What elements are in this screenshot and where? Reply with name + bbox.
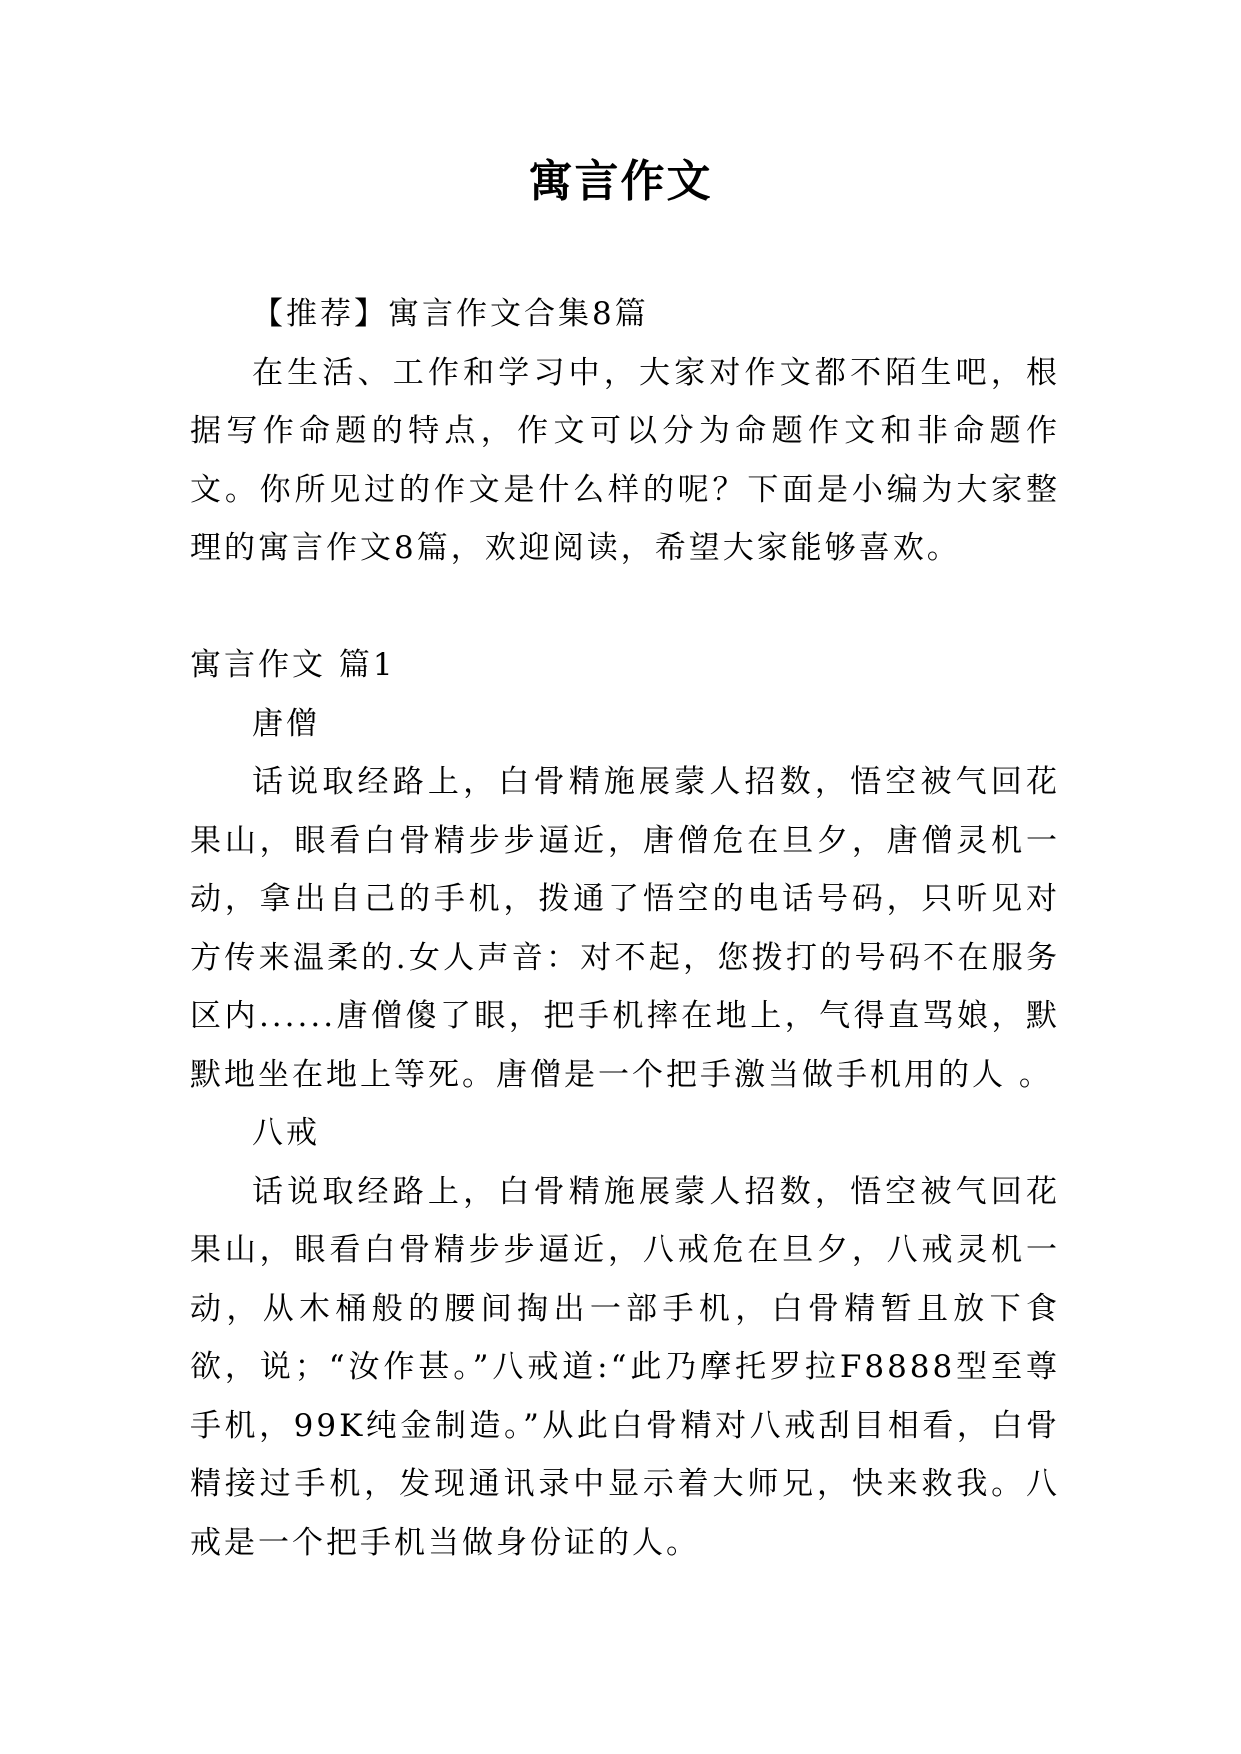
story-paragraph-tangseng: 话说取经路上，白骨精施展蒙人招数，悟空被气回花果山，眼看白骨精步步逼近，唐僧危在旦夕，唐僧灵机一动，拿出自己的手机，拨通了悟空的电话号码，只听见对方传来温柔的.女人声音：对不起，您拨打的号码不在服务区内......唐僧傻了眼，把手机摔在地上，气得直骂娘，默默地坐在地上等死。唐僧是一个把手激当做手机用的人 。 [190, 764, 1060, 1093]
subheading-bajie: 八戒 [252, 1115, 320, 1151]
section-heading: 寓言作文 篇1 [190, 647, 396, 683]
document-body [190, 285, 1060, 1572]
recommend-line: 【推荐】寓言作文合集8篇 [252, 296, 649, 332]
intro-paragraph: 在生活、工作和学习中，大家对作文都不陌生吧，根据写作命题的特点，作文可以分为命题作文和非命题作文。你所见过的作文是什么样的呢？下面是小编为大家整理的寓言作文8篇，欢迎阅读，希望大家能够喜欢。 [190, 354, 1060, 566]
blank-line [190, 578, 1060, 637]
story-paragraph-bajie: 话说取经路上，白骨精施展蒙人招数，悟空被气回花果山，眼看白骨精步步逼近，八戒危在旦夕，八戒灵机一动，从木桶般的腰间掏出一部手机，白骨精暂且放下食欲，说；“汝作甚。”八戒道:“此乃摩托罗拉F8888型至尊手机，99K纯金制造。”从此白骨精对八戒刮目相看，白骨精接过手机，发现通讯录中显示着大师兄，快来救我。八戒是一个把手机当做身份证的人。 [190, 1173, 1060, 1561]
document-title: 寓言作文 [528, 156, 713, 207]
subheading-tangseng: 唐僧 [252, 705, 320, 742]
